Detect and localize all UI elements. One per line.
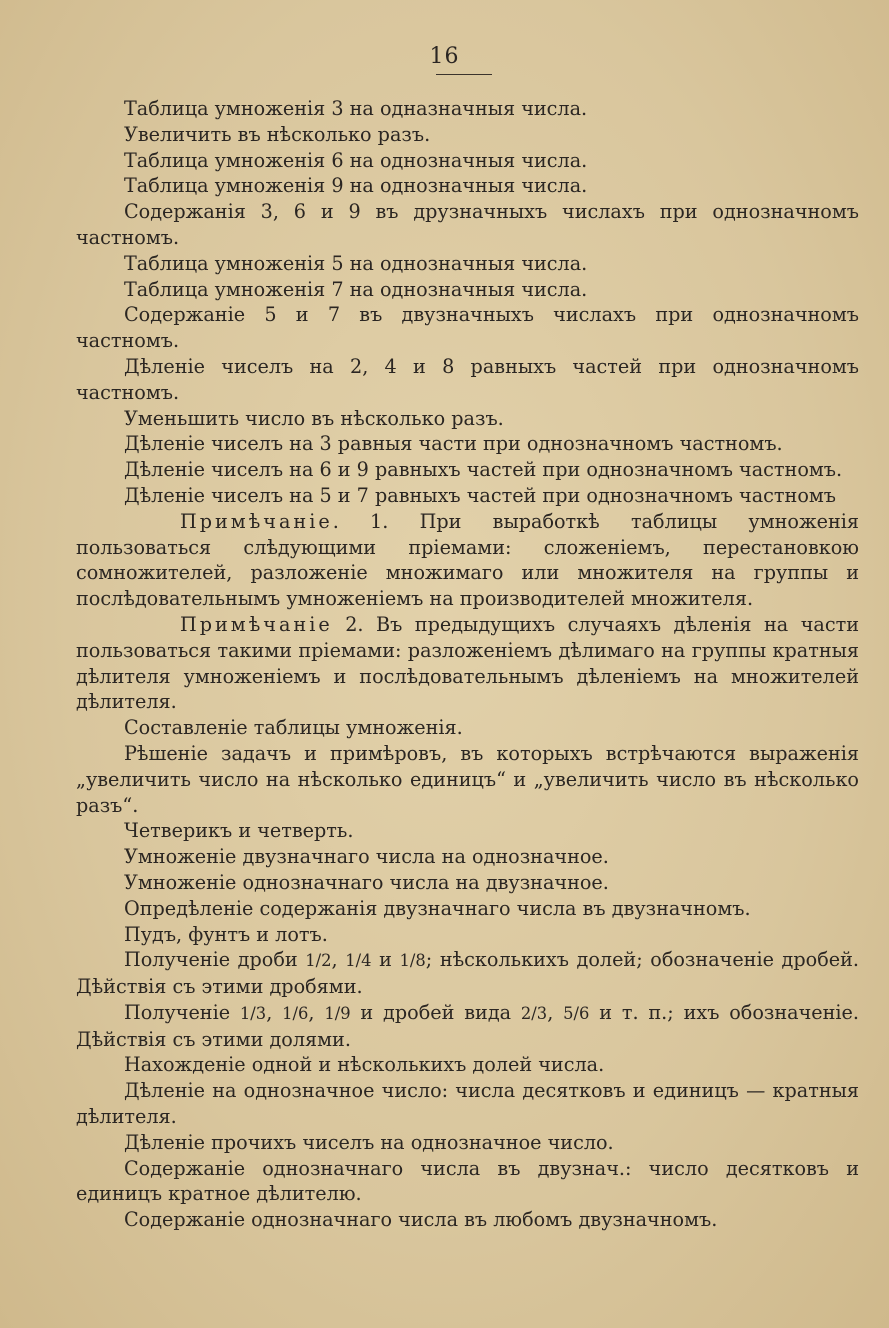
syllabus-line: Составленіе таблицы умноженія. bbox=[124, 716, 463, 740]
syllabus-line: Умноженіе двузначнаго числа на однозначное. bbox=[124, 845, 609, 869]
note-2-text: 2. Въ предыдущихъ случаяхъ дѣленія на части пользоваться такими пріемами: разложеніемъ дѣлимаго на группы кратныя дѣлителя умноженіемъ и послѣдовательнымъ дѣленіемъ на множителей дѣлителя. bbox=[76, 612, 859, 714]
syllabus-line: Пудъ, фунтъ и лотъ. bbox=[124, 922, 328, 946]
syllabus-line: Четверикъ и четверть. bbox=[124, 819, 354, 843]
note-2-label: Примѣчаніе bbox=[180, 612, 333, 636]
syllabus-line: Дѣленіе чиселъ на 3 равныя части при однозначномъ частномъ. bbox=[124, 432, 783, 456]
fraction: 1/6 bbox=[282, 1003, 309, 1023]
syllabus-line: Дѣленіе на однозначное число: числа десятковъ и единицъ — кратныя дѣлителя. bbox=[76, 1079, 859, 1129]
syllabus-line: Рѣшеніе задачъ и примѣровъ, въ которыхъ встрѣчаются выраженія „увеличить число на нѣсколько единицъ“ и „увеличить число въ нѣсколько разъ“. bbox=[76, 741, 859, 817]
fraction: 1/9 bbox=[324, 1003, 351, 1023]
fractions-line-2 bbox=[76, 1000, 859, 1053]
fraction: 1/4 bbox=[345, 951, 372, 971]
note-1-text: . 1. При выработкѣ таблицы умноженія пользоваться слѣдующими пріемами: сложеніемъ, перестановкою сомножителей, разложеніе множимаго или множителя на группы и послѣдовательнымъ умноженіемъ на производителей множителя. bbox=[76, 509, 859, 611]
fractions-line-1 bbox=[76, 947, 859, 1000]
syllabus-line: Дѣленіе прочихъ чиселъ на однозначное число. bbox=[124, 1130, 614, 1154]
fraction: 1/8 bbox=[399, 951, 426, 971]
syllabus-line: Содержаніе 5 и 7 въ двузначныхъ числахъ при однозначномъ частномъ. bbox=[76, 303, 859, 353]
separator: и bbox=[371, 948, 400, 972]
fraction: 1/3 bbox=[239, 1003, 267, 1023]
separator: , bbox=[547, 1000, 564, 1024]
separator: , bbox=[266, 1000, 283, 1024]
page-body bbox=[76, 96, 859, 1233]
syllabus-line: Нахожденіе одной и нѣсколькихъ долей числа. bbox=[124, 1053, 605, 1077]
syllabus-line: Таблица умноженія 5 на однозначныя числа. bbox=[124, 251, 588, 275]
syllabus-line: Таблица умноженія 9 на однозначныя числа. bbox=[124, 174, 588, 198]
syllabus-line: Дѣленіе чиселъ на 6 и 9 равныхъ частей при однозначномъ частномъ. bbox=[124, 458, 843, 482]
syllabus-line: Дѣленіе чиселъ на 2, 4 и 8 равныхъ частей при однозначномъ частномъ. bbox=[76, 354, 859, 404]
note-1-label: Примѣчаніе bbox=[180, 509, 333, 533]
page-number: 16 bbox=[429, 44, 460, 69]
separator: , bbox=[308, 1000, 325, 1024]
note-2 bbox=[76, 612, 859, 715]
syllabus-line: Таблица умноженія 6 на однозначныя числа. bbox=[124, 148, 588, 172]
fraction: 2/3 bbox=[520, 1003, 548, 1023]
fraction: 5/6 bbox=[563, 1003, 590, 1023]
note-1 bbox=[76, 509, 859, 612]
separator: , bbox=[331, 948, 346, 972]
fractions-1-pre: Полученіе дроби bbox=[124, 948, 306, 972]
fractions-1-post: ; нѣсколькихъ долей; обозначеніе дробей. Дѣйствія съ этими дробями. bbox=[76, 948, 859, 999]
syllabus-line: Содержаніе однозначнаго числа въ любомъ двузначномъ. bbox=[124, 1208, 718, 1232]
fractions-2-post: и т. п.; ихъ обозначеніе. Дѣйствія съ этими долями. bbox=[76, 1000, 860, 1051]
syllabus-line: Умноженіе однозначнаго числа на двузначное. bbox=[124, 870, 609, 894]
syllabus-line: Таблица умноженія 7 на однозначныя числа. bbox=[124, 277, 588, 301]
syllabus-line: Дѣленіе чиселъ на 5 и 7 равныхъ частей при однозначномъ частномъ bbox=[124, 483, 837, 507]
page-number-rule bbox=[436, 74, 492, 75]
syllabus-line: Уменьшить число въ нѣсколько разъ. bbox=[124, 406, 504, 430]
fractions-2-pre: Полученіе bbox=[124, 1000, 240, 1024]
syllabus-line: Опредѣленіе содержанія двузначнаго числа въ двузначномъ. bbox=[124, 896, 751, 920]
syllabus-line: Увеличить въ нѣсколько разъ. bbox=[124, 122, 431, 146]
fraction: 1/2 bbox=[305, 951, 332, 971]
syllabus-line: Содержанія 3, 6 и 9 въ друзначныхъ числахъ при однозначномъ частномъ. bbox=[76, 200, 859, 249]
syllabus-line: Содержаніе однозначнаго числа въ двузнач.: число десятковъ и единицъ кратное дѣлителю. bbox=[76, 1156, 859, 1206]
syllabus-line: Таблица умноженія 3 на одназначныя числа. bbox=[124, 97, 588, 120]
fractions-2-mid: и дробей вида bbox=[350, 1000, 521, 1024]
